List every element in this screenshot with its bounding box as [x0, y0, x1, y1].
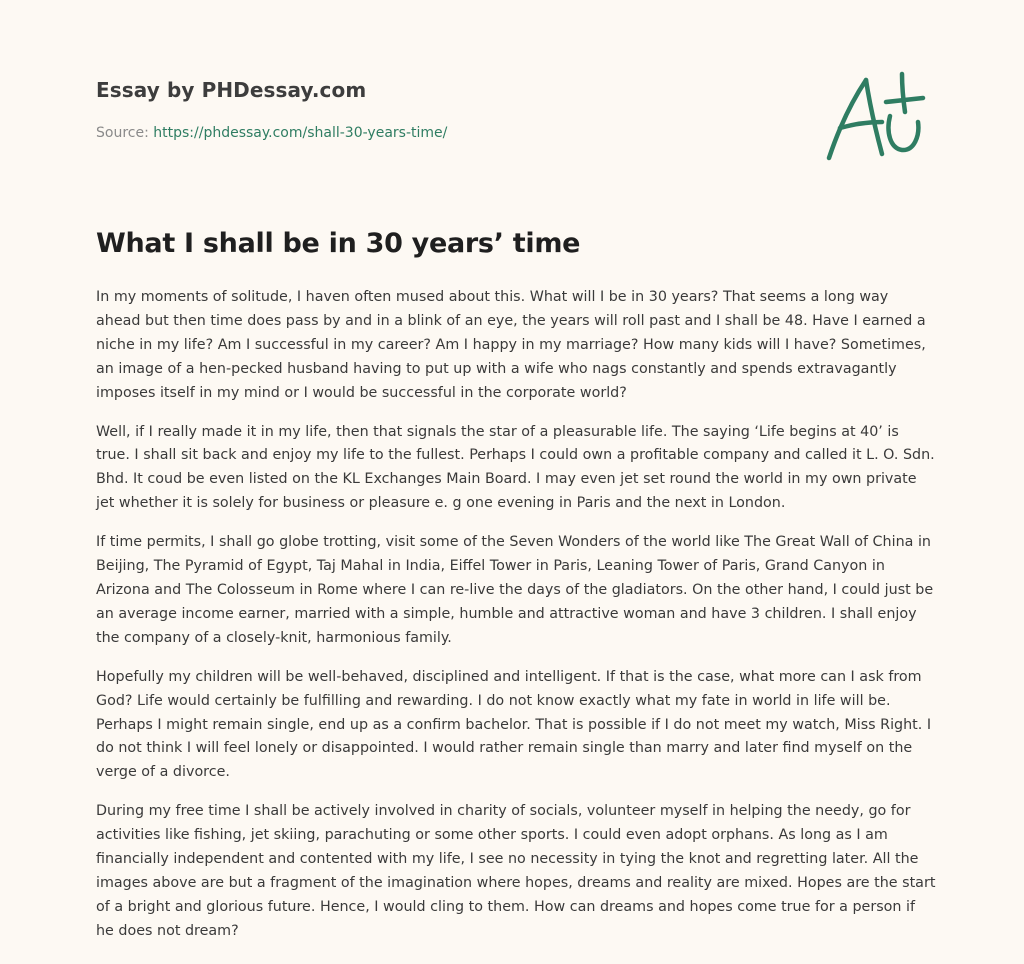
essay-paragraph: Well, if I really made it in my life, then that signals the star of a pleasurable life. The saying ‘Life begins at 40’ is true. I shall sit back and enjoy my life to the fullest. Perhaps I could own a profitable company and called it L. O. Sdn. Bhd. It coud be even listed on the KL Exchanges Main Board. I may even jet set round the world in my own private jet whether it is solely for business or pleasure e. g one evening in Paris and the next in London.	[96, 423, 935, 512]
brand-title: Essay by PHDessay.com	[96, 78, 367, 102]
essay-paragraph: In my moments of solitude, I haven often mused about this. What will I be in 30 years? That seems a long way ahead but then time does pass by and in a blink of an eye, the years will roll past and I shall be 48. Have I earned a niche in my life? Am I successful in my career? Am I happy in my marriage? How many kids will I have? Sometimes, an image of a hen-pecked husband having to put up with a wife who nags constantly and spends extravagantly imposes itself in my mind or I would be successful in the corporate world?	[96, 289, 926, 401]
essay-paragraph: During my free time I shall be actively involved in charity of socials, volunteer myself in helping the needy, go for activities like fishing, jet skiing, parachuting or some other sports. I could even adopt orphans. As long as I am financially independent and contented with my life, I see no necessity in tying the knot and regretting later. All the images above are but a fragment of the imagination where hopes, dreams and reality are mixed. Hopes are the start of a bright and glorious future. Hence, I would cling to them. How can dreams and hopes come true for a person if he does not dream?	[96, 803, 936, 939]
source-link[interactable]: https://phdessay.com/shall-30-years-time/	[153, 125, 448, 141]
a-plus-grade-icon	[820, 66, 930, 166]
essay-paragraph: If time permits, I shall go globe trotting, visit some of the Seven Wonders of the world like The Great Wall of China in Beijing, The Pyramid of Egypt, Taj Mahal in India, Eiffel Tower in Paris, Leaning Tower of Paris, Grand Canyon in Arizona and The Colosseum in Rome where I can re-live the days of the gladiators. On the other hand, I could just be an average income earner, married with a simple, humble and attractive woman and have 3 children. I shall enjoy the company of a closely-knit, harmonious family.	[96, 534, 934, 646]
source-label: Source:	[96, 125, 149, 141]
source-line	[96, 123, 696, 143]
essay-paragraph: Hopefully my children will be well-behaved, disciplined and intelligent. If that is the case, what more can I ask from God? Life would certainly be fulfilling and rewarding. I do not know exactly what my fate in world in life will be. Perhaps I might remain single, end up as a confirm bachelor. That is possible if I do not meet my watch, Miss Right. I do not think I will feel lonely or disappointed. I would rather remain single than marry and later find myself on the verge of a divorce.	[96, 668, 932, 781]
essay-body	[96, 286, 936, 959]
essay-title: What I shall be in 30 years’ time	[96, 228, 581, 259]
document-header	[96, 76, 696, 143]
